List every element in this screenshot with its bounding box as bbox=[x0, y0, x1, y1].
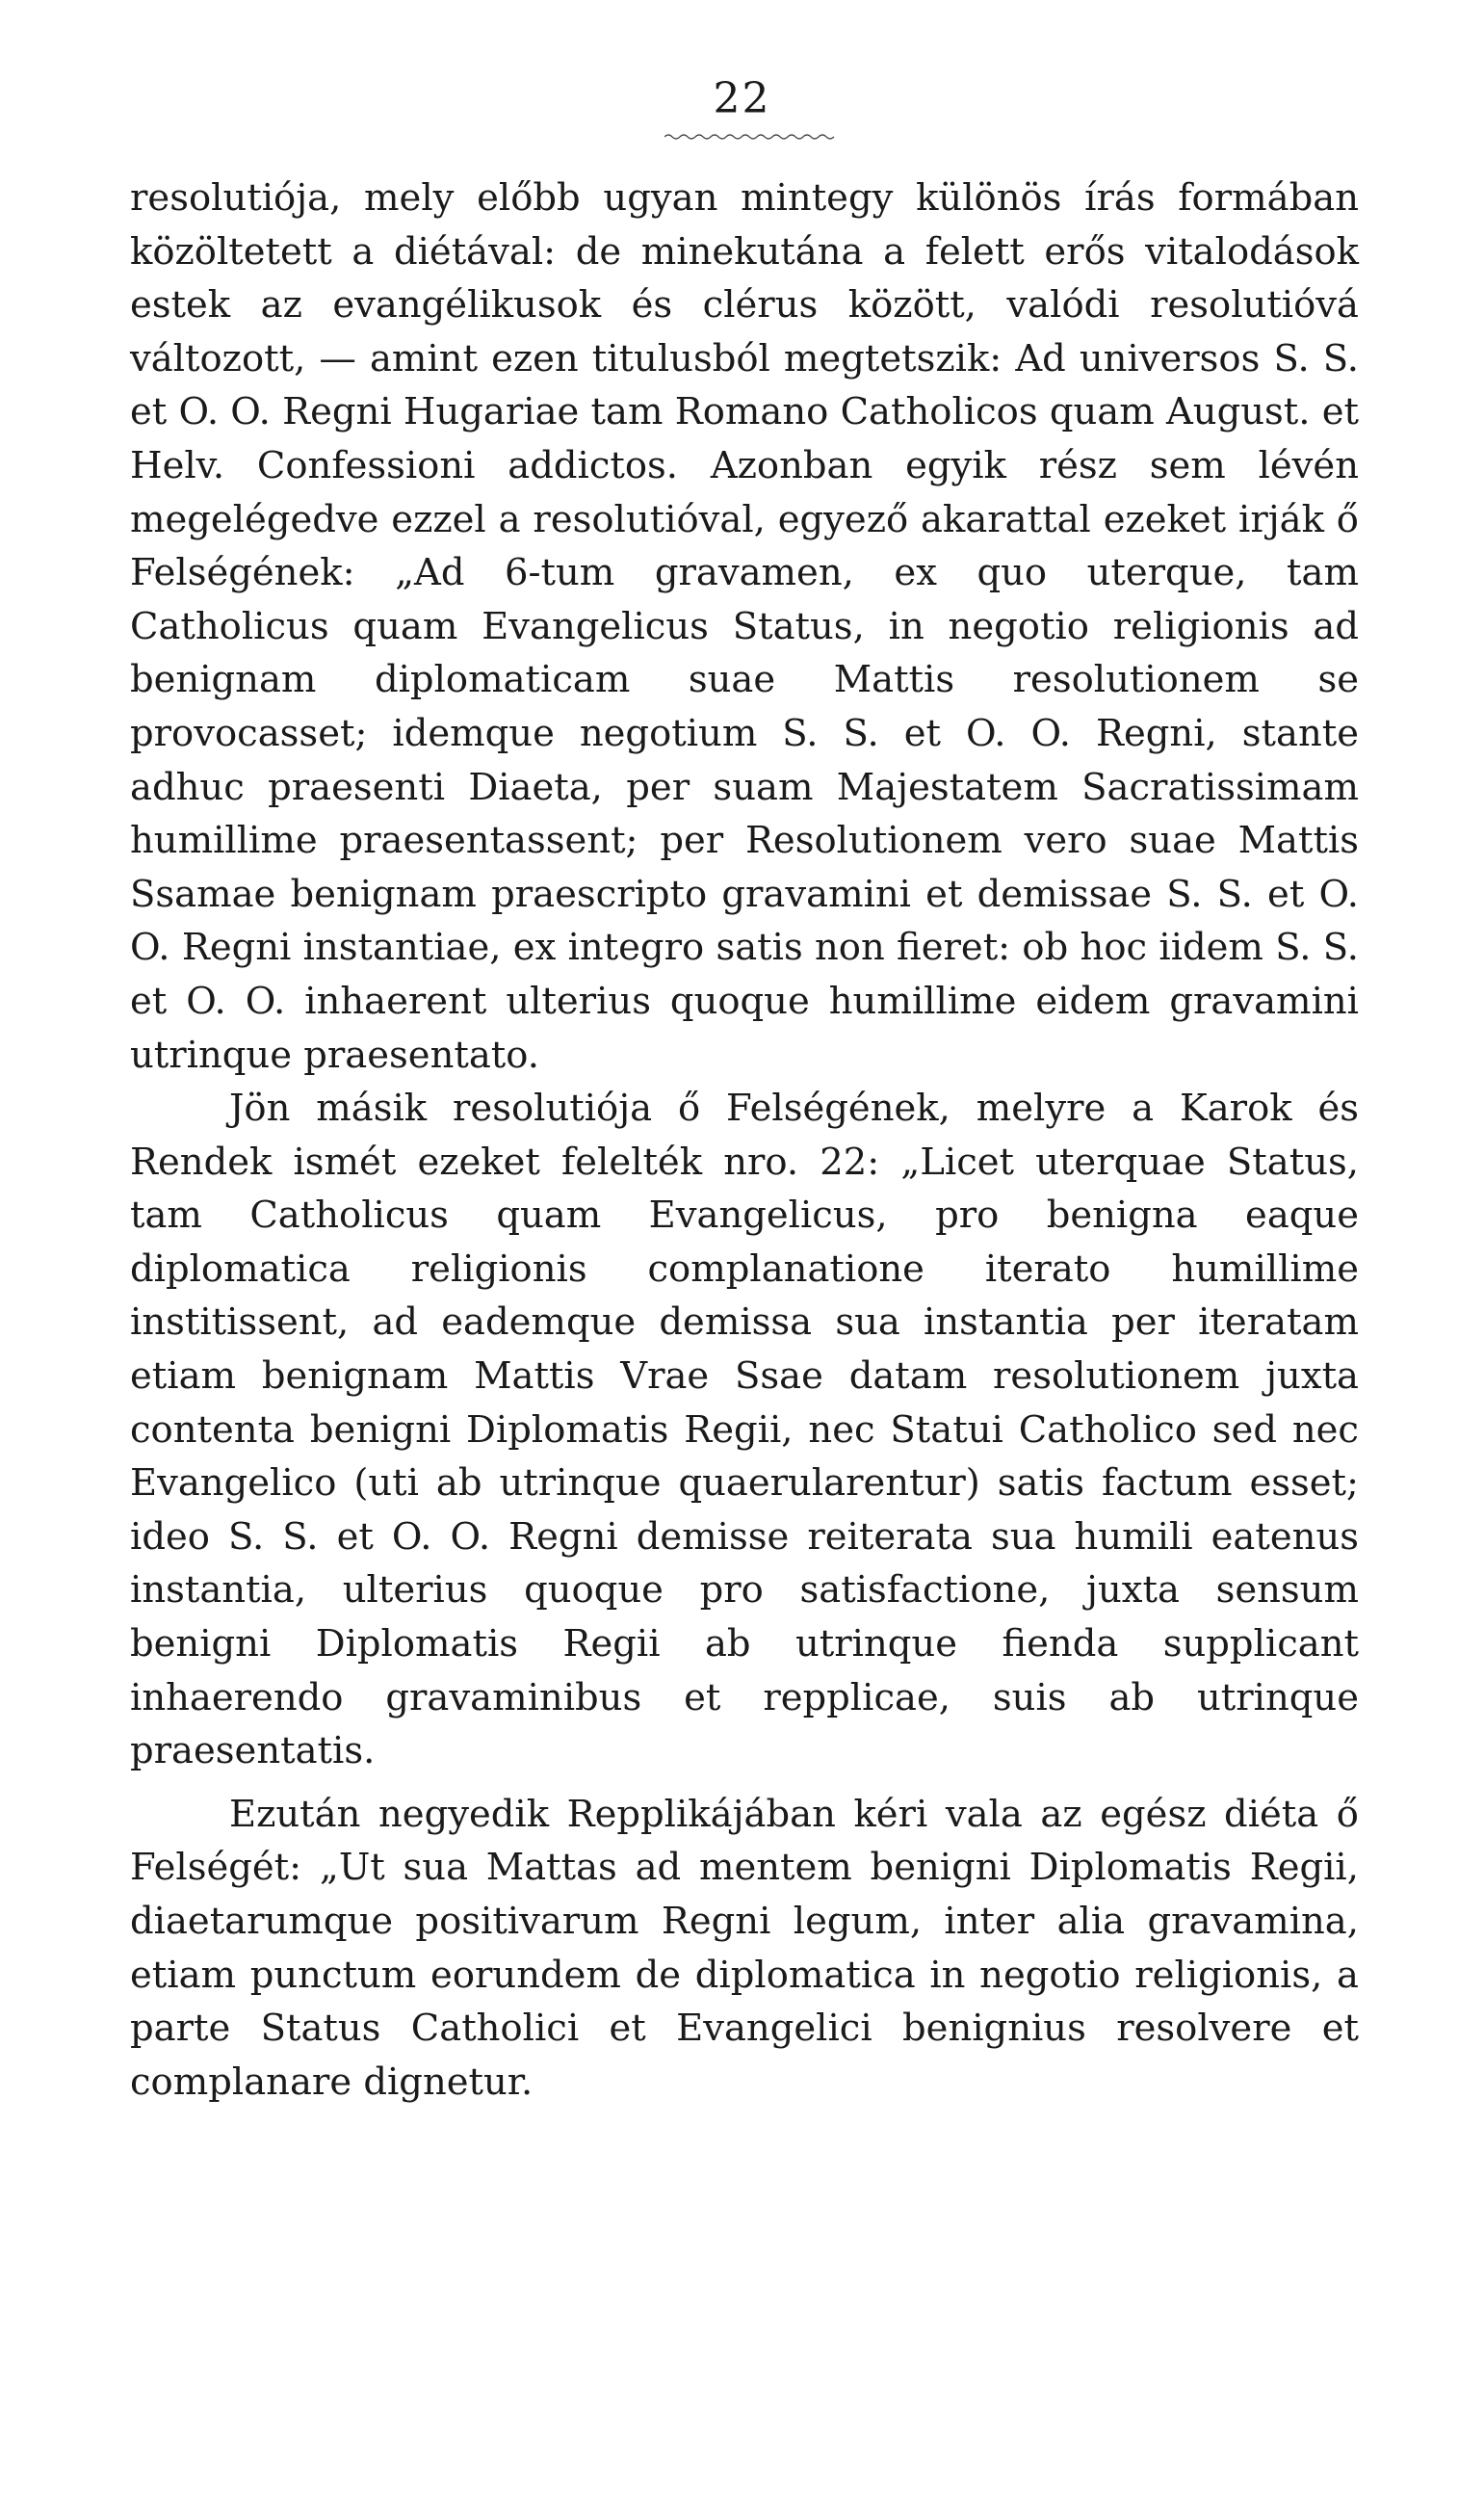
paragraph-2: Jön másik resolutiója ő Felségének, melyre a Karok és Rendek ismét ezeket felelték nro. 22: „Licet uterquae Status, tam Catholicus quam Evangelicus, pro benigna eaque diplomatica religionis complanatione iterato humillime institissent, ad eademque demissa sua instantia per iteratam etiam benignam Mattis Vrae Ssae datam resolutionem juxta contenta benigni Diplomatis Regii, nec Statui Catholico sed nec Evangelico (uti ab utrinque quaerularentur) satis factum esset; ideo S. S. et O. O. Regni demisse reiterata sua humili eatenus instantia, ulterius quoque pro satisfactione, juxta sensum benigni Diplomatis Regii ab utrinque fienda supplicant inhaerendo gravaminibus et repplicae, suis ab utrinque praesentatis. bbox=[130, 1087, 1359, 1773]
paragraph-3: Ezután negyedik Repplikájában kéri vala az egész diéta ő Felségét: „Ut sua Mattas ad mentem benigni Diplomatis Regii, diaetarumque positivarum Regni legum, inter alia gravamina, etiam punctum eorundem de diplomatica in negotio religionis, a parte Status Catholici et Evangelici benignius resolvere et complanare dignetur. bbox=[130, 1792, 1359, 2104]
paragraph-1: resolutiója, mely előbb ugyan mintegy különös írás formában közöltetett a diétával: de minekutána a felett erős vitalodások estek az evangélikusok és clérus között, valódi resolutióvá változott, — amint ezen titulusból megtetszik: Ad universos S. S. et O. O. Regni Hugariae tam Romano Catholicos quam August. et Helv. Confessioni addictos. Azonban egyik rész sem lévén megelégedve ezzel a resolutióval, egyező akarattal ezeket irják ő Felségének: „Ad 6-tum gravamen, ex quo uterque, tam Catholicus quam Evangelicus Status, in negotio religionis ad benignam diplomaticam suae Mattis resolutionem se provocasset; idemque negotium S. S. et O. O. Regni, stante adhuc praesenti Diaeta, per suam Majestatem Sacratissimam humillime praesentassent; per Resolutionem vero suae Mattis Ssamae benignam praescripto gravamini et demissae S. S. et O. O. Regni instantiae, ex integro satis non fieret: ob hoc iidem S. S. et O. O. inhaerent ulterius quoque humillime eidem gravamini utrinque praesentato. bbox=[130, 176, 1359, 1077]
page-number: 22 bbox=[713, 74, 771, 123]
decorative-wavy-rule bbox=[664, 133, 838, 141]
body-text bbox=[130, 171, 1359, 2109]
